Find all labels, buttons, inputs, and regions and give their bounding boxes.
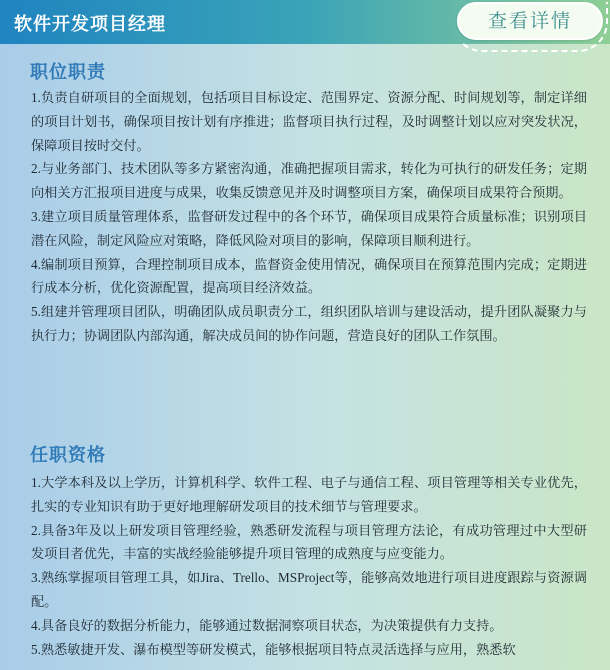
- responsibility-item: 3.建立项目质量管理体系，监督研发过程中的各个环节，确保项目成果符合质量标准；识别项目潜在风险，制定风险应对策略，降低风险对项目的影响，保障项目顺利进行。: [31, 208, 587, 248]
- qualification-item: 5.熟悉敏捷开发、瀑布模型等研发模式，能够根据项目特点灵活选择与应用，熟悉软: [31, 641, 516, 657]
- responsibility-item: 4.编制项目预算，合理控制项目成本，监督资金使用情况，确保项目在预算范围内完成；定期进行成本分析，优化资源配置，提高项目经济效益。: [31, 256, 587, 296]
- job-title: 软件开发项目经理: [14, 14, 166, 35]
- qualification-item: 4.具备良好的数据分析能力，能够通过数据洞察项目状态，为决策提供有力支持。: [31, 617, 503, 633]
- qualifications-heading: 任职资格: [30, 445, 106, 466]
- responsibilities-heading: 职位职责: [30, 62, 106, 83]
- responsibility-item: 1.负责自研项目的全面规划，包括项目目标设定、范围界定、资源分配、时间规划等，制定详细的项目计划书，确保项目按计划有序推进；监督项目执行过程，及时调整计划以应对突发状况，保障项目按时交付。: [31, 90, 587, 153]
- qualification-item: 2.具备3年及以上研发项目管理经验，熟悉研发流程与项目管理方法论，有成功管理过中大型研发项目者优先，丰富的实战经验能够提升项目管理的成熟度与应变能力。: [31, 522, 587, 562]
- responsibility-item: 2.与业务部门、技术团队等多方紧密沟通，准确把握项目需求，转化为可执行的研发任务；定期向相关方汇报项目进度与成果，收集反馈意见并及时调整项目方案，确保项目成果符合预期。: [31, 161, 587, 201]
- qualifications-list: [31, 471, 587, 661]
- view-details-button[interactable]: 查看详情: [457, 2, 603, 40]
- qualification-item: 3.熟练掌握项目管理工具，如Jira、Trello、MSProject等，能够高效地进行项目进度跟踪与资源调配。: [31, 570, 587, 609]
- qualification-item: 1.大学本科及以上学历，计算机科学、软件工程、电子与通信工程、项目管理等相关专业优先，扎实的专业知识有助于更好地理解研发项目的技术细节与管理要求。: [31, 475, 587, 514]
- responsibility-item: 5.组建并管理项目团队，明确团队成员职责分工，组织团队培训与建设活动，提升团队凝聚力与执行力；协调团队内部沟通，解决成员间的协作问题，营造良好的团队工作氛围。: [31, 304, 587, 343]
- responsibilities-list: [31, 86, 587, 348]
